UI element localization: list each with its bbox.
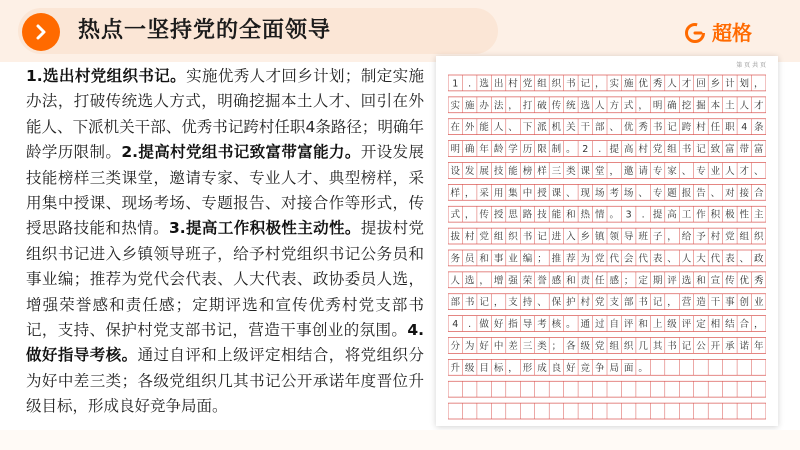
answer-sheet-row bbox=[448, 381, 766, 397]
answer-sheet-row bbox=[448, 316, 766, 332]
answer-sheet-row bbox=[448, 403, 766, 419]
point-3-text: 提拔村党组织书记进入乡镇领导班子，给予村党组织书记公务员和事业编；推荐为党代会代表、人大代表、政协委员人选，增强荣誉感和责任感；定期评选和宣传优秀村党支部书记，支持、保护村党支部书记，营造干事创业的氛围。 bbox=[26, 219, 424, 340]
answer-sheet-row bbox=[448, 272, 766, 288]
point-1-text: 实施优秀人才回乡计划；制定实施办法，打破传统选人方式，明确挖掘本土人才、回引在外能人、下派机关干部、优秀书记跨村任职4条路径；明确年龄学历限制。 bbox=[26, 67, 424, 162]
answer-sheet-line: 分 为 好 中 差 三 类 ； 各 级 党 组 织 几 其 书 记 公 开 承 诺 年 bbox=[450, 340, 764, 352]
answer-sheet-line: 4 . 做 好 指 导 考 核 。 通 过 自 评 和 上 级 评 定 相 结 合 ， bbox=[452, 319, 764, 331]
answer-sheet-row bbox=[448, 338, 766, 354]
answer-sheet-row bbox=[448, 250, 766, 266]
answer-sheet-row bbox=[448, 97, 766, 113]
answer-sheet-row bbox=[448, 119, 766, 135]
answer-sheet-line: 实 施 办 法 ， 打 破 传 统 选 人 方 式 ， 明 确 挖 掘 本 土 人 才 bbox=[450, 100, 764, 112]
point-3-heading: 3.提高工作积极性主动性。 bbox=[168, 219, 361, 238]
point-2-text: 开设发展技能榜样三类课堂，邀请专家、专业人才、典型榜样，采用集中授课、现场考场、专题报告、对接合作等形式，传授思路技能和热情。 bbox=[26, 143, 424, 238]
footer-band bbox=[0, 430, 800, 450]
answer-sheet-line: 部 书 记 ， 支 持 、 保 护 村 党 支 部 书 记 ， 营 造 干 事 创 业 bbox=[450, 297, 764, 309]
answer-sheet-line: 式 ， 传 授 思 路 技 能 和 热 情 。 3 . 提 高 工 作 积 极 性 主 bbox=[450, 209, 764, 221]
answer-sheet bbox=[436, 56, 778, 426]
answer-sheet-line: 在 外 能 人 、 下 派 机 关 干 部 、 优 秀 书 记 跨 村 任 职 4 条 bbox=[450, 122, 764, 134]
page-title: 热点一坚持党的全面领导 bbox=[78, 18, 332, 43]
brand-logo bbox=[684, 20, 752, 46]
point-4-text: 通过自评和上级评定相结合，将党组织分为好中差三类；各级党组织几其书记公开承诺年度晋位升级目标，形成良好竞争局面。 bbox=[26, 346, 424, 416]
answer-sheet-row bbox=[448, 359, 766, 375]
brand-name: 超格 bbox=[712, 21, 752, 45]
answer-sheet-line: 样 ， 采 用 集 中 授 课 、 现 场 考 场 、 专 题 报 告 、 对 接 合 bbox=[450, 187, 764, 199]
answer-sheet-line: 人 选 ， 增 强 荣 誉 感 和 责 任 感 ； 定 期 评 选 和 宣 传 优 秀 bbox=[450, 275, 764, 287]
answer-text bbox=[26, 64, 424, 420]
answer-sheet-row bbox=[448, 228, 766, 244]
answer-sheet-row bbox=[448, 294, 766, 310]
point-4-heading: 4.做好指导考核。 bbox=[26, 321, 424, 365]
answer-sheet-row bbox=[448, 206, 766, 222]
answer-sheet-row bbox=[448, 184, 766, 200]
answer-sheet-row bbox=[448, 141, 766, 157]
answer-sheet-line: 1 . 选 出 村 党 组 织 书 记 ， 实 施 优 秀 人 才 回 乡 计 划 ， bbox=[452, 78, 764, 90]
chevron-right-icon bbox=[22, 13, 60, 51]
answer-sheet-row bbox=[448, 163, 766, 179]
answer-sheet-line: 升 级 目 标 ， 形 成 良 好 竞 争 局 面 。 bbox=[450, 362, 648, 374]
answer-sheet-grid bbox=[448, 72, 766, 422]
brand-logo-icon bbox=[684, 22, 706, 44]
answer-sheet-line: 设 发 展 技 能 榜 样 三 类 课 堂 ， 邀 请 专 家 、 专 业 人 才 、 bbox=[450, 165, 764, 177]
answer-sheet-line: 拔 村 党 组 织 书 记 进 入 乡 镇 领 导 班 子 ， 给 予 村 党 组 织 bbox=[450, 231, 764, 243]
point-1-heading: 1.选出村党组织书记。 bbox=[26, 67, 187, 85]
answer-sheet-line: 明 确 年 龄 学 历 限 制 。 2 . 提 高 村 党 组 书 记 致 富 带 富 bbox=[450, 144, 764, 156]
answer-sheet-header: 第 页 共 页 bbox=[736, 62, 766, 69]
answer-sheet-line: 务 员 和 事 业 编 ； 推 荐 为 党 代 会 代 表 、 人 大 代 表 、 政 bbox=[450, 253, 764, 265]
point-2-heading: 2.提高村党组书记致富带富能力。 bbox=[121, 143, 361, 162]
answer-sheet-row bbox=[448, 75, 766, 91]
